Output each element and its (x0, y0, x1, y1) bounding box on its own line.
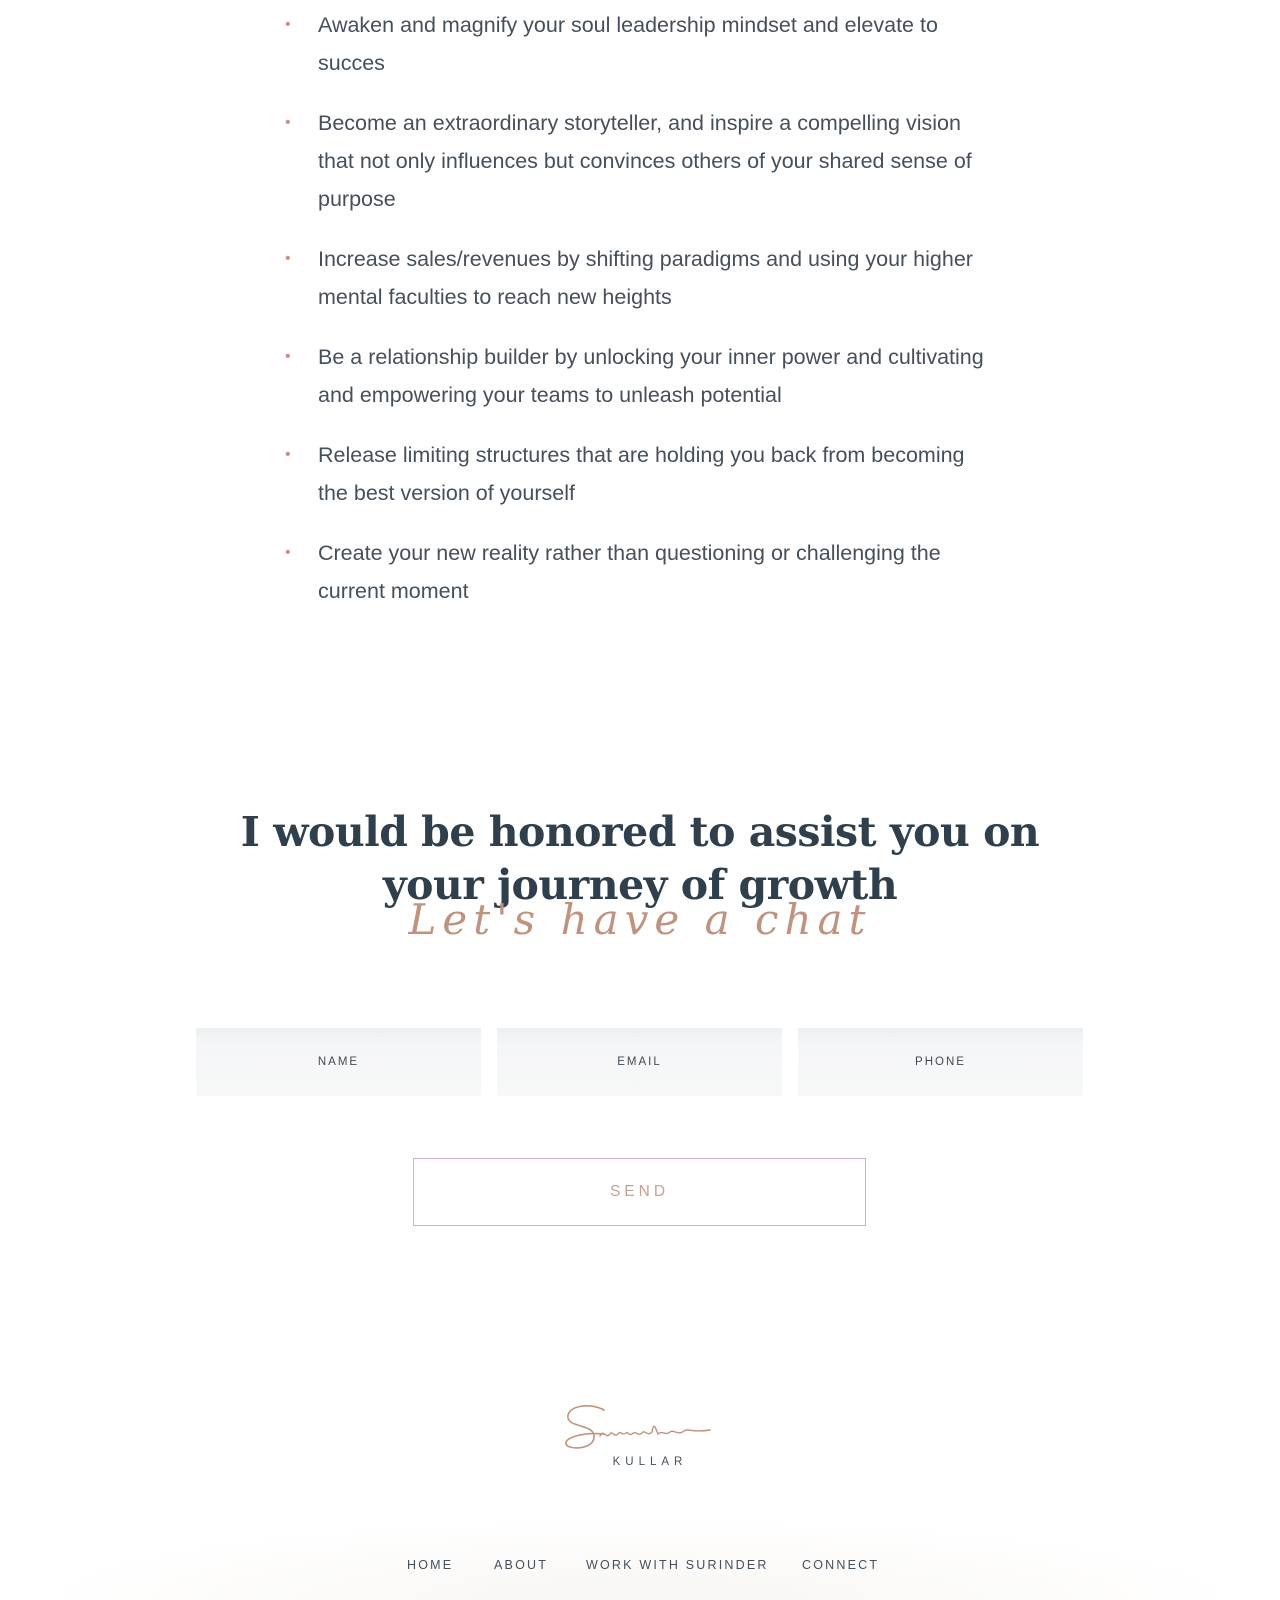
benefit-item (285, 240, 985, 316)
benefits-list (285, 6, 985, 632)
footer-background (0, 1508, 1280, 1600)
send-button[interactable]: SEND (413, 1158, 866, 1226)
logo-name: KULLAR (612, 1456, 688, 1468)
benefit-item (285, 436, 985, 512)
bullet-icon: • (285, 16, 291, 33)
bullet-icon: • (285, 544, 291, 561)
benefit-item (285, 6, 985, 82)
surinder-signature-icon (560, 1387, 720, 1460)
contact-heading-line2: your journey of growth (382, 861, 898, 909)
footer-nav-about[interactable]: ABOUT (494, 1558, 549, 1572)
lets-chat-script: Let's have a chat (408, 895, 872, 944)
benefit-text: Increase sales/revenues by shifting paradigms and using your higher mental faculties to reach new heights (318, 247, 973, 309)
site-logo[interactable] (560, 1387, 720, 1475)
bullet-icon: • (285, 348, 291, 365)
bullet-icon: • (285, 114, 291, 131)
bullet-icon: • (285, 250, 291, 267)
footer-nav-connect[interactable]: CONNECT (802, 1558, 880, 1572)
name-field[interactable] (196, 1028, 481, 1096)
footer-nav (0, 1558, 1280, 1578)
benefit-item (285, 338, 985, 414)
bullet-icon: • (285, 446, 291, 463)
benefit-item (285, 534, 985, 610)
benefit-text: Release limiting structures that are holding you back from becoming the best version of yourself (318, 443, 965, 505)
email-field[interactable] (497, 1028, 782, 1096)
logo-script-text: Surinder (560, 1387, 621, 1404)
benefit-text: Be a relationship builder by unlocking your inner power and cultivating and empowering your teams to unleash potential (318, 345, 984, 407)
footer-nav-home[interactable]: HOME (407, 1558, 454, 1572)
contact-heading-line1: I would be honored to assist you on (240, 808, 1040, 856)
benefit-text: Become an extraordinary storyteller, and inspire a compelling vision that not only influences but convinces others of your shared sense of purpose (318, 111, 972, 211)
phone-field[interactable] (798, 1028, 1083, 1096)
footer-nav-work-with-surinder[interactable]: WORK WITH SURINDER (586, 1558, 769, 1572)
benefit-text: Create your new reality rather than questioning or challenging the current moment (318, 541, 941, 603)
benefit-item (285, 104, 985, 218)
benefit-text: Awaken and magnify your soul leadership mindset and elevate to succes (318, 13, 938, 75)
